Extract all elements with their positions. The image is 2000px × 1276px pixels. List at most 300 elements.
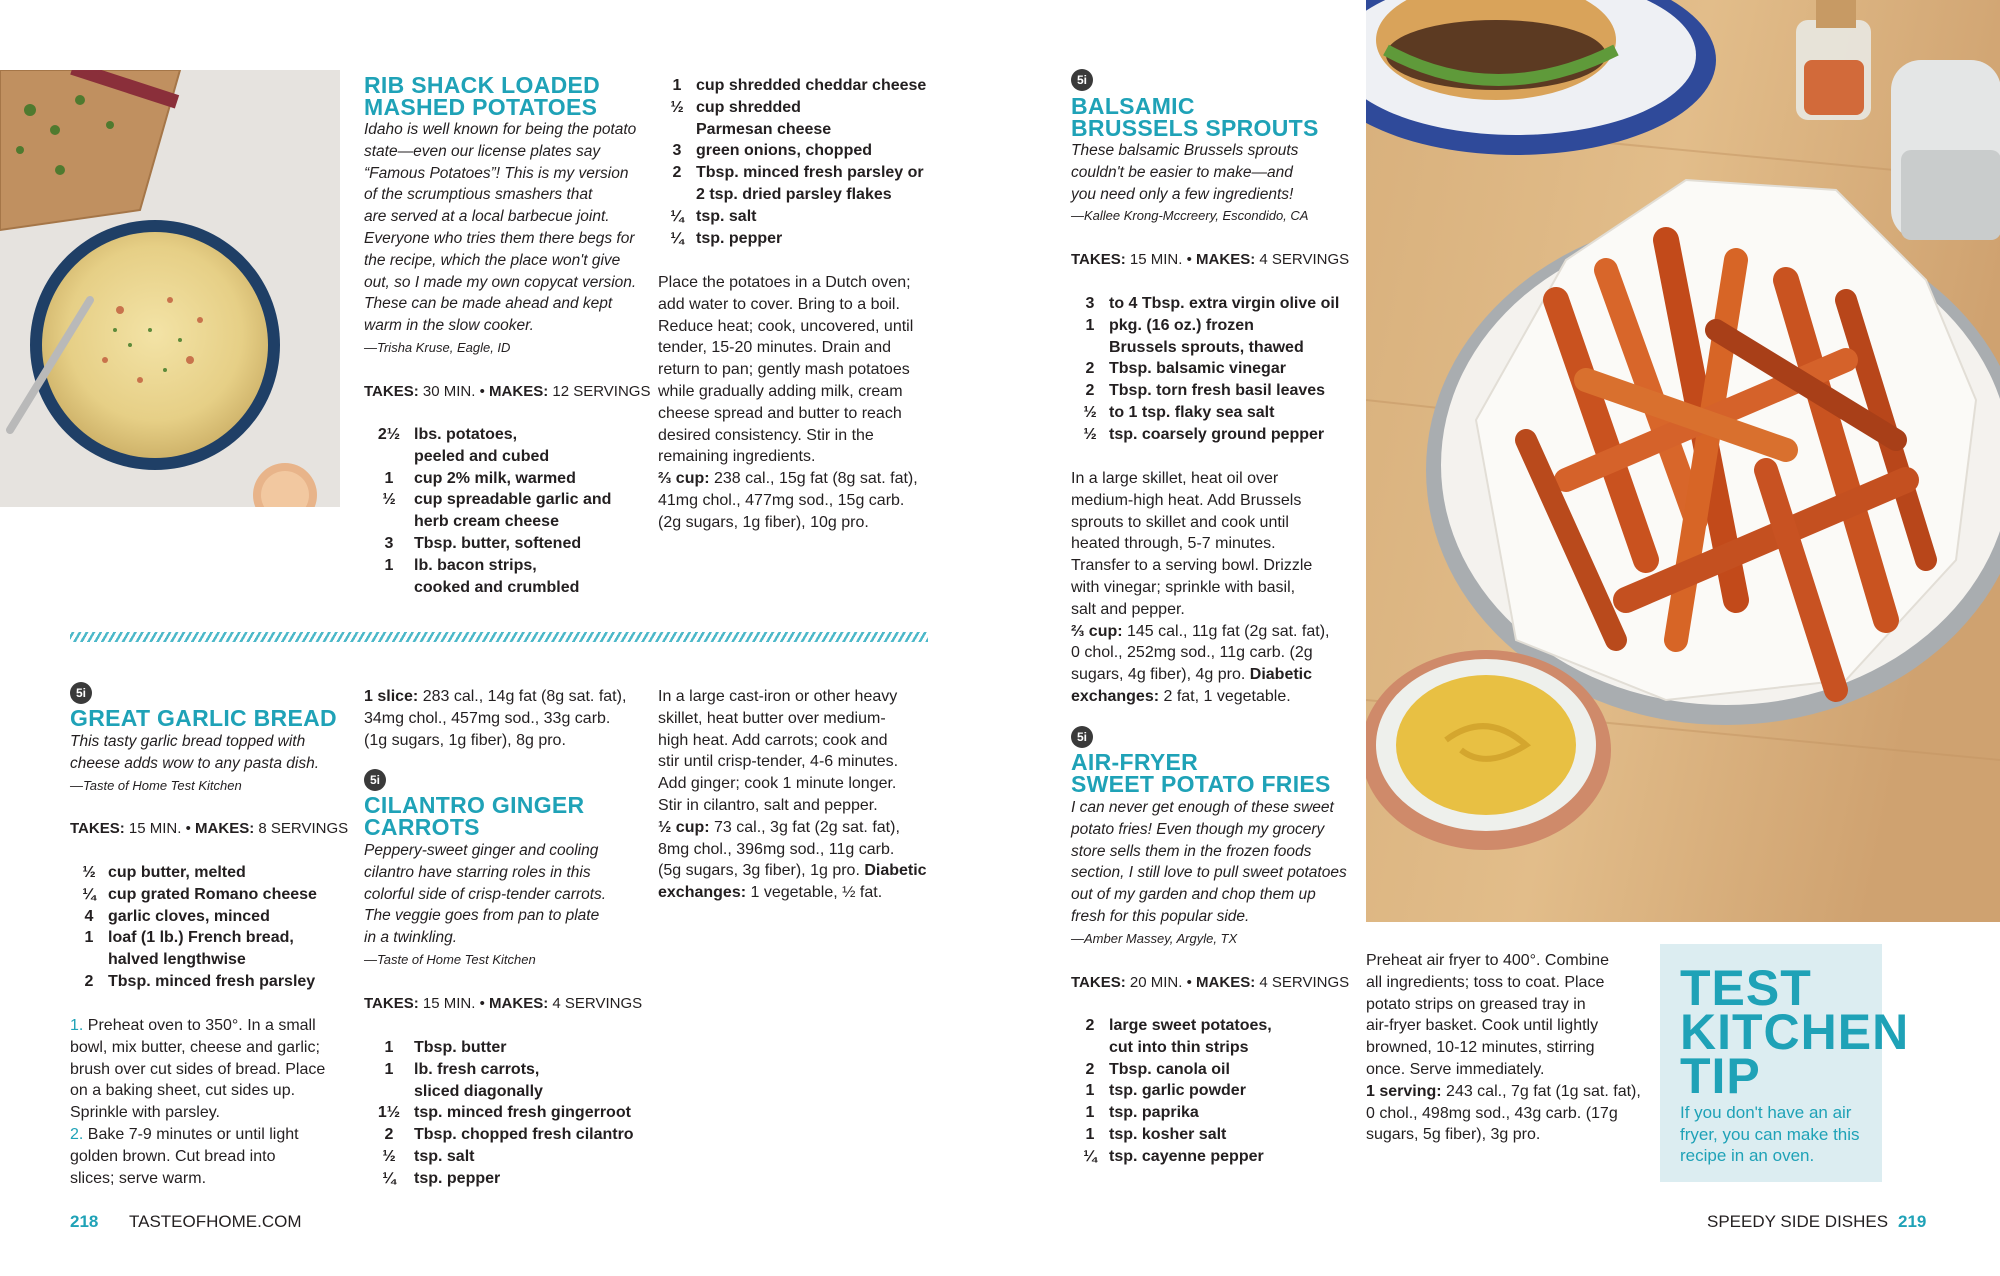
step-text: Bake 7-9 minutes or until light: [83, 1125, 299, 1143]
byline: —Taste of Home Test Kitchen: [70, 777, 242, 793]
qty: 1: [1085, 1082, 1095, 1100]
item: green onions, chopped: [696, 142, 873, 160]
direction-line: Add ginger; cook 1 minute longer.: [658, 775, 897, 793]
step-number: 1.: [70, 1017, 84, 1034]
direction-line: cheese spread and butter to reach: [658, 404, 902, 422]
item: Tbsp. minced fresh parsley or: [696, 164, 924, 182]
item: pkg. (16 oz.) frozen: [1109, 316, 1254, 334]
intro-line: potato fries! Even though my grocery: [1071, 820, 1325, 838]
item: tsp. kosher salt: [1109, 1125, 1227, 1143]
tip-text: [1680, 1102, 1875, 1167]
nutrition-text: sugars, 4g fiber), 4g pro.: [1071, 666, 1250, 684]
item: Brussels sprouts, thawed: [1109, 338, 1304, 356]
five-ingredient-icon: 5i: [70, 682, 92, 704]
intro-line: in a twinkling.: [364, 929, 458, 947]
ingredient-row: [364, 468, 654, 490]
nutrition-line: 34mg chol., 457mg sod., 33g carb.: [364, 709, 611, 727]
qty: 4: [84, 907, 94, 925]
direction-line: remaining ingredients.: [658, 448, 816, 466]
ingredient-row: [1071, 424, 1366, 446]
makes-value: 4 SERVINGS: [1259, 974, 1350, 991]
left-footer-site: TASTEOFHOME.COM: [129, 1212, 302, 1231]
intro-line: are served at a local barbecue joint.: [364, 208, 610, 226]
qty: [1071, 337, 1109, 359]
nutrition-line: 0 chol., 498mg sod., 43g carb. (17g: [1366, 1104, 1618, 1122]
item: loaf (1 lb.) French bread,: [108, 929, 294, 947]
item: tsp. salt: [696, 207, 757, 225]
item: Tbsp. minced fresh parsley: [108, 972, 316, 990]
right-page-number: 219: [1898, 1212, 1927, 1231]
diabetic-label: exchanges:: [1071, 687, 1160, 705]
direction-line: slices; serve warm.: [70, 1169, 207, 1187]
ingredient-row: [1071, 1146, 1361, 1168]
ingredient-row: [364, 446, 654, 468]
item: cup 2% milk, warmed: [414, 469, 576, 487]
ingredient-row: [364, 1059, 654, 1081]
recipe-intro-fries: [1071, 797, 1366, 950]
intro-line: colorful side of crisp-tender carrots.: [364, 885, 607, 903]
intro-line: section, I still love to pull sweet potatoes: [1071, 864, 1347, 882]
qty: [1071, 1037, 1109, 1059]
takes-value: 30 MIN.: [422, 383, 476, 400]
diabetic-label: Diabetic: [1249, 666, 1313, 684]
recipe-intro-carrots: [364, 840, 649, 971]
intro-line: you need only a few ingredients!: [1071, 185, 1294, 203]
qty: 3: [384, 534, 394, 552]
qty: ½: [1083, 403, 1097, 421]
intro-line: Everyone who tries them there begs for: [364, 229, 635, 247]
direction-line: [70, 1124, 360, 1146]
direction-line: In a large skillet, heat oil over: [1071, 470, 1279, 487]
ingredient-row: [1071, 1124, 1361, 1146]
item: Tbsp. torn fresh basil leaves: [1109, 382, 1326, 400]
qty: 1: [672, 77, 682, 94]
qty: ¼: [82, 885, 96, 903]
qty: 1: [1085, 316, 1095, 334]
nutrition-label: 1 serving:: [1366, 1082, 1442, 1100]
ingredient-row: [1071, 1102, 1361, 1124]
direction-line: while gradually adding milk, cream: [658, 382, 903, 400]
intro-line: These balsamic Brussels sprouts: [1071, 142, 1299, 159]
direction-line: sprouts to skillet and cook until: [1071, 513, 1289, 531]
separator: •: [1186, 974, 1192, 991]
ingredient-row: [1071, 1059, 1361, 1081]
direction-line: high heat. Add carrots; cook and: [658, 731, 888, 749]
directions-brussels: [1071, 468, 1361, 708]
nutrition-label: ⅔ cup:: [658, 470, 710, 488]
makes-label: MAKES:: [1196, 251, 1256, 268]
nutrition-line: 145 cal., 11g fat (2g sat. fat),: [1122, 622, 1330, 640]
title-line: CARROTS: [364, 814, 480, 840]
recipe-title-brussels: [1071, 95, 1319, 139]
ingredient-row: [364, 577, 654, 599]
qty: ¼: [382, 1169, 396, 1187]
intro-line: This tasty garlic bread topped with: [70, 733, 306, 750]
item: to 1 tsp. flaky sea salt: [1109, 403, 1275, 421]
qty: 2: [1085, 1060, 1095, 1078]
qty: [658, 184, 696, 206]
ingredient-list-carrots: [364, 1037, 654, 1190]
takes-label: TAKES:: [364, 995, 419, 1012]
qty: 1: [1085, 1104, 1095, 1122]
takes-label: TAKES:: [70, 820, 125, 837]
ingredient-row: [658, 162, 948, 184]
title-line: AIR-FRYER: [1071, 749, 1199, 775]
item: lb. fresh carrots,: [414, 1060, 540, 1078]
ingredient-row: [70, 884, 360, 906]
qty: 2: [672, 164, 682, 182]
makes-label: MAKES:: [195, 820, 255, 837]
diabetic-exchanges: [1071, 686, 1361, 708]
ingredient-row: [364, 555, 654, 577]
direction-line: [70, 1015, 360, 1037]
item: peeled and cubed: [414, 447, 550, 465]
item: tsp. paprika: [1109, 1104, 1199, 1122]
qty: ¼: [670, 229, 684, 247]
nutrition-text: (5g sugars, 3g fiber), 1g pro.: [658, 862, 865, 880]
item: Tbsp. canola oil: [1109, 1060, 1230, 1078]
nutrition-line: 73 cal., 3g fat (2g sat. fat),: [709, 818, 900, 836]
title-line: MASHED POTATOES: [364, 94, 598, 120]
intro-line: couldn't be easier to make—and: [1071, 163, 1293, 181]
qty: 1½: [377, 1104, 401, 1122]
intro-line: cheese adds wow to any pasta dish.: [70, 754, 320, 772]
item: 2 tsp. dried parsley flakes: [696, 185, 892, 203]
qty: 1: [384, 1060, 394, 1078]
nutrition-label: 1 slice:: [364, 688, 419, 705]
byline: —Trisha Kruse, Eagle, ID: [364, 339, 511, 355]
direction-line: medium-high heat. Add Brussels: [1071, 491, 1302, 509]
item: cup butter, melted: [108, 864, 246, 881]
qty: 3: [672, 142, 682, 160]
direction-line: air-fryer basket. Cook until lightly: [1366, 1017, 1599, 1035]
direction-line: Place the potatoes in a Dutch oven;: [658, 274, 911, 291]
ingredient-row: [1071, 1015, 1361, 1037]
qty: 2: [1085, 360, 1095, 378]
qty: 2: [1085, 382, 1095, 400]
qty: 1: [384, 1039, 394, 1056]
ingredient-row: [1071, 402, 1366, 424]
recipe-intro-garlic: [70, 731, 350, 797]
nutrition-line: 283 cal., 14g fat (8g sat. fat),: [418, 688, 627, 705]
ingredient-row: [70, 927, 360, 949]
separator: •: [479, 383, 485, 400]
ingredient-list-mashed: [364, 424, 654, 598]
ingredient-row: [364, 533, 654, 555]
nutrition-line: 238 cal., 15g fat (8g sat. fat),: [709, 470, 918, 488]
intro-line: out, so I made my own copycat version.: [364, 273, 637, 291]
intro-line: store sells them in the frozen foods: [1071, 842, 1312, 860]
makes-label: MAKES:: [489, 995, 549, 1012]
nutrition-line: [658, 860, 948, 882]
mashed-potatoes-photo: [0, 70, 340, 507]
nutrition-label: ½ cup:: [658, 818, 710, 836]
tip-line: fryer, you can make this: [1680, 1124, 1860, 1144]
ingredient-list-garlic: [70, 862, 360, 993]
ingredient-row: [364, 489, 654, 511]
item: tsp. minced fresh gingerroot: [414, 1104, 631, 1122]
nutrition-line: 8mg chol., 396mg sod., 11g carb.: [658, 840, 895, 858]
direction-line: all ingredients; toss to coat. Place: [1366, 973, 1605, 991]
makes-label: MAKES:: [1196, 974, 1256, 991]
item: lb. bacon strips,: [414, 556, 537, 574]
ingredient-row: [1071, 1080, 1361, 1102]
direction-line: In a large cast-iron or other heavy: [658, 688, 898, 705]
ingredient-row: [658, 206, 948, 228]
item: tsp. garlic powder: [1109, 1082, 1246, 1100]
nutrition-line: 0 chol., 252mg sod., 11g carb. (2g: [1071, 644, 1313, 662]
ingredient-row: [1071, 337, 1366, 359]
ingredient-row: [1071, 380, 1366, 402]
item: cooked and crumbled: [414, 578, 580, 596]
intro-line: of the scrumptious smashers that: [364, 186, 593, 204]
title-line: RIB SHACK LOADED: [364, 72, 601, 98]
right-footer-section: SPEEDY SIDE DISHES: [1707, 1212, 1889, 1231]
ingredient-row: [1071, 1037, 1361, 1059]
ingredient-row: [70, 906, 360, 928]
ingredient-row: [364, 424, 654, 446]
direction-line: brush over cut sides of bread. Place: [70, 1060, 326, 1078]
ingredient-row: [70, 971, 360, 993]
five-ingredient-icon: 5i: [1071, 69, 1093, 91]
separator: •: [1186, 251, 1192, 268]
directions-garlic: [70, 1015, 360, 1189]
qty: 1: [84, 929, 94, 947]
takes-makes-fries: [1071, 972, 1349, 994]
takes-makes-brussels: [1071, 249, 1349, 271]
takes-value: 20 MIN.: [1129, 974, 1183, 991]
qty: 1: [384, 469, 394, 487]
ingredient-row: [364, 1146, 654, 1168]
recipe-title-carrots: [364, 794, 584, 838]
intro-line: cilantro have starring roles in this: [364, 863, 591, 881]
ingredient-row: [658, 119, 948, 141]
ingredient-list-mashed-2: [658, 75, 948, 249]
direction-line: return to pan; gently mash potatoes: [658, 361, 910, 379]
item: tsp. pepper: [696, 229, 783, 247]
item: halved lengthwise: [108, 951, 246, 969]
ingredient-row: [658, 75, 948, 97]
ingredient-row: [1071, 293, 1366, 315]
qty: ½: [382, 1147, 396, 1165]
separator: •: [185, 820, 191, 837]
ingredient-row: [658, 97, 948, 119]
item: cut into thin strips: [1109, 1038, 1249, 1056]
directions-carrots: [658, 686, 948, 904]
makes-value: 8 SERVINGS: [258, 820, 349, 837]
tip-line: If you don't have an air: [1680, 1103, 1852, 1122]
recipe-title-garlic: GREAT GARLIC BREAD: [70, 705, 337, 731]
qty: [364, 446, 414, 468]
item: large sweet potatoes,: [1109, 1017, 1272, 1034]
item: garlic cloves, minced: [108, 907, 270, 925]
takes-value: 15 MIN.: [128, 820, 182, 837]
qty: [364, 511, 414, 533]
five-ingredient-icon: 5i: [1071, 726, 1093, 748]
ingredient-row: [1071, 358, 1366, 380]
diabetic-label: Diabetic: [864, 862, 927, 880]
ingredient-row: [364, 1037, 654, 1059]
item: tsp. coarsely ground pepper: [1109, 425, 1325, 443]
takes-label: TAKES:: [1071, 974, 1126, 991]
nutrition-line: 41mg chol., 477mg sod., 15g carb.: [658, 491, 905, 509]
ingredient-row: [70, 862, 360, 884]
ingredient-row: [364, 1168, 654, 1190]
direction-line: once. Serve immediately.: [1366, 1060, 1545, 1078]
qty: 1: [384, 556, 394, 574]
qty: [70, 949, 108, 971]
directions-fries: [1366, 950, 1656, 1146]
qty: 1: [1085, 1125, 1095, 1143]
item: Tbsp. chopped fresh cilantro: [414, 1126, 634, 1144]
nutrition: [1366, 1081, 1656, 1103]
direction-line: bowl, mix butter, cheese and garlic;: [70, 1038, 320, 1056]
direction-line: golden brown. Cut bread into: [70, 1147, 276, 1165]
nutrition-line: 243 cal., 7g fat (1g sat. fat),: [1441, 1082, 1641, 1100]
intro-line: Idaho is well known for being the potato: [364, 121, 637, 138]
takes-label: TAKES:: [364, 383, 419, 400]
direction-line: with vinegar; sprinkle with basil,: [1071, 578, 1296, 596]
recipe-intro-mashed: [364, 119, 649, 359]
qty: 2: [384, 1126, 394, 1144]
makes-value: 12 SERVINGS: [552, 383, 651, 400]
qty: ¼: [1083, 1147, 1097, 1165]
ingredient-row: [658, 228, 948, 250]
takes-label: TAKES:: [1071, 251, 1126, 268]
intro-line: These can be made ahead and kept: [364, 295, 613, 313]
diabetic-value: 2 fat, 1 vegetable.: [1159, 687, 1291, 705]
direction-line: Preheat air fryer to 400°. Combine: [1366, 952, 1609, 969]
makes-label: MAKES:: [489, 383, 549, 400]
qty: ½: [1083, 425, 1097, 443]
nutrition-line: [1071, 664, 1361, 686]
ingredient-row: [658, 184, 948, 206]
makes-value: 4 SERVINGS: [552, 995, 643, 1012]
item: cup shredded: [696, 98, 801, 116]
item: Tbsp. butter, softened: [414, 534, 582, 552]
direction-line: desired consistency. Stir in the: [658, 426, 874, 444]
qty: [364, 577, 414, 599]
qty: 2½: [377, 426, 401, 443]
test-kitchen-tip-box: [1660, 944, 1910, 1182]
title-line: CILANTRO GINGER: [364, 792, 585, 818]
ingredient-row: [364, 1081, 654, 1103]
left-page-number: 218: [70, 1212, 99, 1231]
five-ingredient-icon: 5i: [364, 769, 386, 791]
item: Parmesan cheese: [696, 120, 832, 138]
nutrition-line: sugars, 5g fiber), 3g pro.: [1366, 1126, 1541, 1144]
item: tsp. pepper: [414, 1169, 501, 1187]
recipe-title-mashed: [364, 74, 600, 118]
direction-line: skillet, heat butter over medium-: [658, 709, 886, 727]
recipe-intro-brussels: [1071, 140, 1351, 227]
direction-line: Stir in cilantro, salt and pepper.: [658, 796, 878, 814]
tip-title: [1680, 960, 1910, 1104]
title-line: SWEET POTATO FRIES: [1071, 771, 1331, 797]
byline: —Amber Massey, Argyle, TX: [1071, 930, 1238, 946]
intro-line: warm in the slow cooker.: [364, 317, 534, 335]
direction-line: Transfer to a serving bowl. Drizzle: [1071, 557, 1313, 575]
ingredient-list-brussels: [1071, 293, 1366, 446]
direction-line: browned, 10-12 minutes, stirring: [1366, 1039, 1595, 1057]
nutrition-line: (2g sugars, 1g fiber), 10g pro.: [658, 513, 869, 531]
byline: —Kallee Krong-Mccreery, Escondido, CA: [1071, 208, 1309, 224]
ingredient-row: [70, 949, 360, 971]
step-number: 2.: [70, 1125, 84, 1143]
nutrition: [364, 686, 654, 708]
tip-line: recipe in an oven.: [1680, 1146, 1815, 1165]
item: Tbsp. balsamic vinegar: [1109, 360, 1286, 378]
intro-line: I can never get enough of these sweet: [1071, 799, 1334, 816]
title-line: BALSAMIC: [1071, 93, 1195, 119]
tip-title-line: TIP: [1680, 1048, 1761, 1104]
item: cup spreadable garlic and: [414, 491, 612, 509]
ingredient-list-fries: [1071, 1015, 1361, 1168]
separator: •: [479, 995, 485, 1012]
qty: ½: [382, 491, 396, 509]
qty: ¼: [670, 207, 684, 225]
diabetic-exchanges: [658, 882, 948, 904]
qty: ½: [82, 864, 96, 881]
item: sliced diagonally: [414, 1082, 543, 1100]
item: tsp. cayenne pepper: [1109, 1147, 1264, 1165]
item: cup shredded cheddar cheese: [696, 77, 927, 94]
diabetic-label: exchanges:: [658, 884, 747, 902]
intro-line: the recipe, which the place won't give: [364, 251, 621, 269]
direction-line: Reduce heat; cook, uncovered, until: [658, 317, 914, 335]
direction-line: heated through, 5-7 minutes.: [1071, 535, 1276, 553]
recipe-title-fries: [1071, 751, 1331, 795]
nutrition: [658, 468, 948, 490]
qty: 2: [84, 972, 94, 990]
intro-line: “Famous Potatoes”! This is my version: [364, 164, 629, 182]
nutrition-garlic: [364, 686, 654, 751]
step-text: Preheat oven to 350°. In a small: [83, 1017, 316, 1034]
section-divider: [70, 632, 928, 642]
diabetic-value: 1 vegetable, ½ fat.: [746, 884, 883, 902]
qty: ½: [670, 98, 684, 116]
nutrition-label: ⅔ cup:: [1071, 622, 1123, 640]
direction-line: stir until crisp-tender, 4-6 minutes.: [658, 753, 899, 771]
ingredient-row: [1071, 315, 1366, 337]
intro-line: out of my garden and chop them up: [1071, 886, 1316, 904]
intro-line: The veggie goes from pan to plate: [364, 907, 600, 925]
direction-line: salt and pepper.: [1071, 600, 1185, 618]
nutrition-line: (1g sugars, 1g fiber), 8g pro.: [364, 731, 566, 749]
direction-line: add water to cover. Bring to a boil.: [658, 295, 900, 313]
ingredient-row: [364, 1102, 654, 1124]
direction-line: Sprinkle with parsley.: [70, 1104, 220, 1122]
takes-value: 15 MIN.: [1129, 251, 1183, 268]
nutrition: [1071, 621, 1361, 643]
nutrition: [658, 817, 948, 839]
tip-title-line: TEST: [1680, 960, 1812, 1016]
takes-makes-mashed: [364, 381, 650, 403]
ingredient-row: [364, 511, 654, 533]
ingredient-row: [364, 1124, 654, 1146]
byline: —Taste of Home Test Kitchen: [364, 951, 536, 967]
title-line: BRUSSELS SPROUTS: [1071, 115, 1319, 141]
direction-line: on a baking sheet, cut sides up.: [70, 1082, 296, 1100]
intro-line: state—even our license plates say: [364, 142, 601, 160]
item: herb cream cheese: [414, 513, 559, 531]
tip-title-line: KITCHEN: [1680, 1004, 1910, 1060]
intro-line: fresh for this popular side.: [1071, 907, 1250, 925]
takes-makes-carrots: [364, 993, 642, 1015]
intro-line: Peppery-sweet ginger and cooling: [364, 842, 599, 859]
ingredient-row: [658, 140, 948, 162]
direction-line: potato strips on greased tray in: [1366, 995, 1586, 1013]
